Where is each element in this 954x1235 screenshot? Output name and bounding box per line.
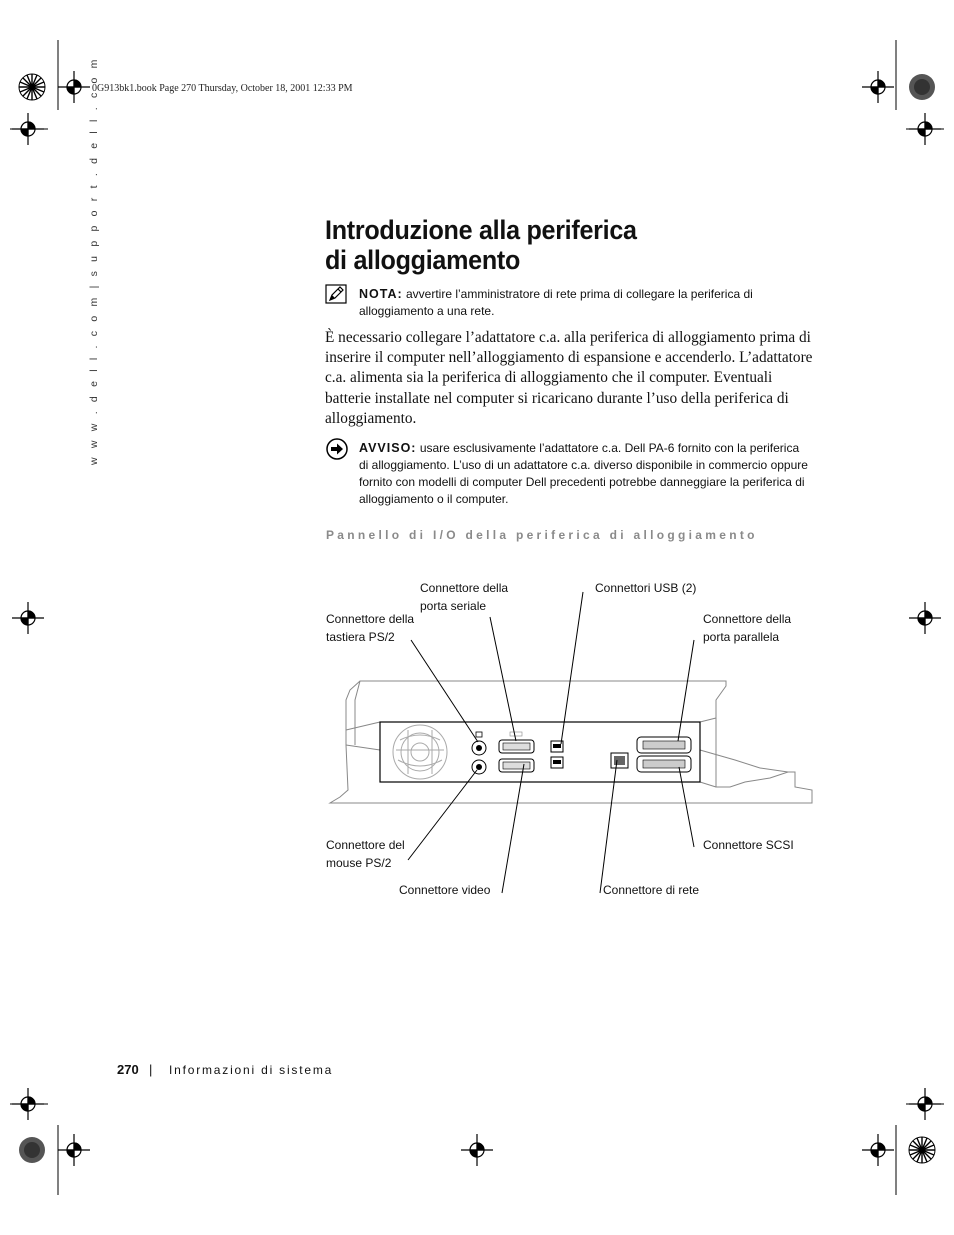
callout-mouse-connector: Connettore del mouse PS/2 — [326, 838, 405, 870]
callout-network-connector: Connettore di rete — [603, 883, 700, 897]
callout-parallel-connector: Connettore della porta parallela — [703, 612, 792, 644]
callout-video-connector: Connettore video — [399, 883, 491, 897]
print-header-line: 0G913bk1.book Page 270 Thursday, October 18, 2001 12:33 PM — [92, 83, 353, 94]
title-line-1: Introduzione alla periferica — [325, 215, 637, 245]
callout-keyboard-connector: Connettore della tastiera PS/2 — [326, 612, 415, 644]
page-number: 270 — [117, 1062, 139, 1077]
callout-usb-connectors: Connettori USB (2) — [595, 581, 697, 595]
notice-label: AVVISO: — [359, 441, 417, 455]
footer-section-title: Informazioni di sistema — [169, 1063, 334, 1077]
figure-caption: Pannello di I/O della periferica di alloggiamento — [326, 528, 758, 542]
footer-separator: | — [149, 1062, 153, 1077]
sidebar-url: w w w . d e l l . c o m | s u p p o r t . d e l l . c o m — [88, 56, 100, 465]
note-text: avvertire l’amministratore di rete prima di collegare la periferica di alloggiamento a una rete. — [359, 287, 753, 318]
note-label: NOTA: — [359, 287, 403, 301]
title-line-2: di alloggiamento — [325, 245, 521, 275]
callout-scsi-connector: Connettore SCSI — [703, 838, 794, 852]
notice-text: usare esclusivamente l’adattatore c.a. Dell PA-6 fornito con la periferica di alloggiamento. L’uso di un adattatore c.a. diverso disponibile in commercio oppure fornito con modelli di computer Dell precedenti potrebbe danneggiare la periferica di alloggiamento o il computer. — [359, 441, 808, 506]
callout-serial-connector: Connettore della porta seriale — [420, 581, 509, 613]
body-paragraph: È necessario collegare l’adattatore c.a. alla periferica di alloggiamento prima di inserire il computer nell’alloggiamento di espansione e accenderlo. L’adattatore c.a. alimenta sia la periferica di alloggiamento che il computer. Eventuali batterie installate nel computer si ricaricano durante l’uso della periferica di alloggiamento. — [325, 329, 813, 427]
